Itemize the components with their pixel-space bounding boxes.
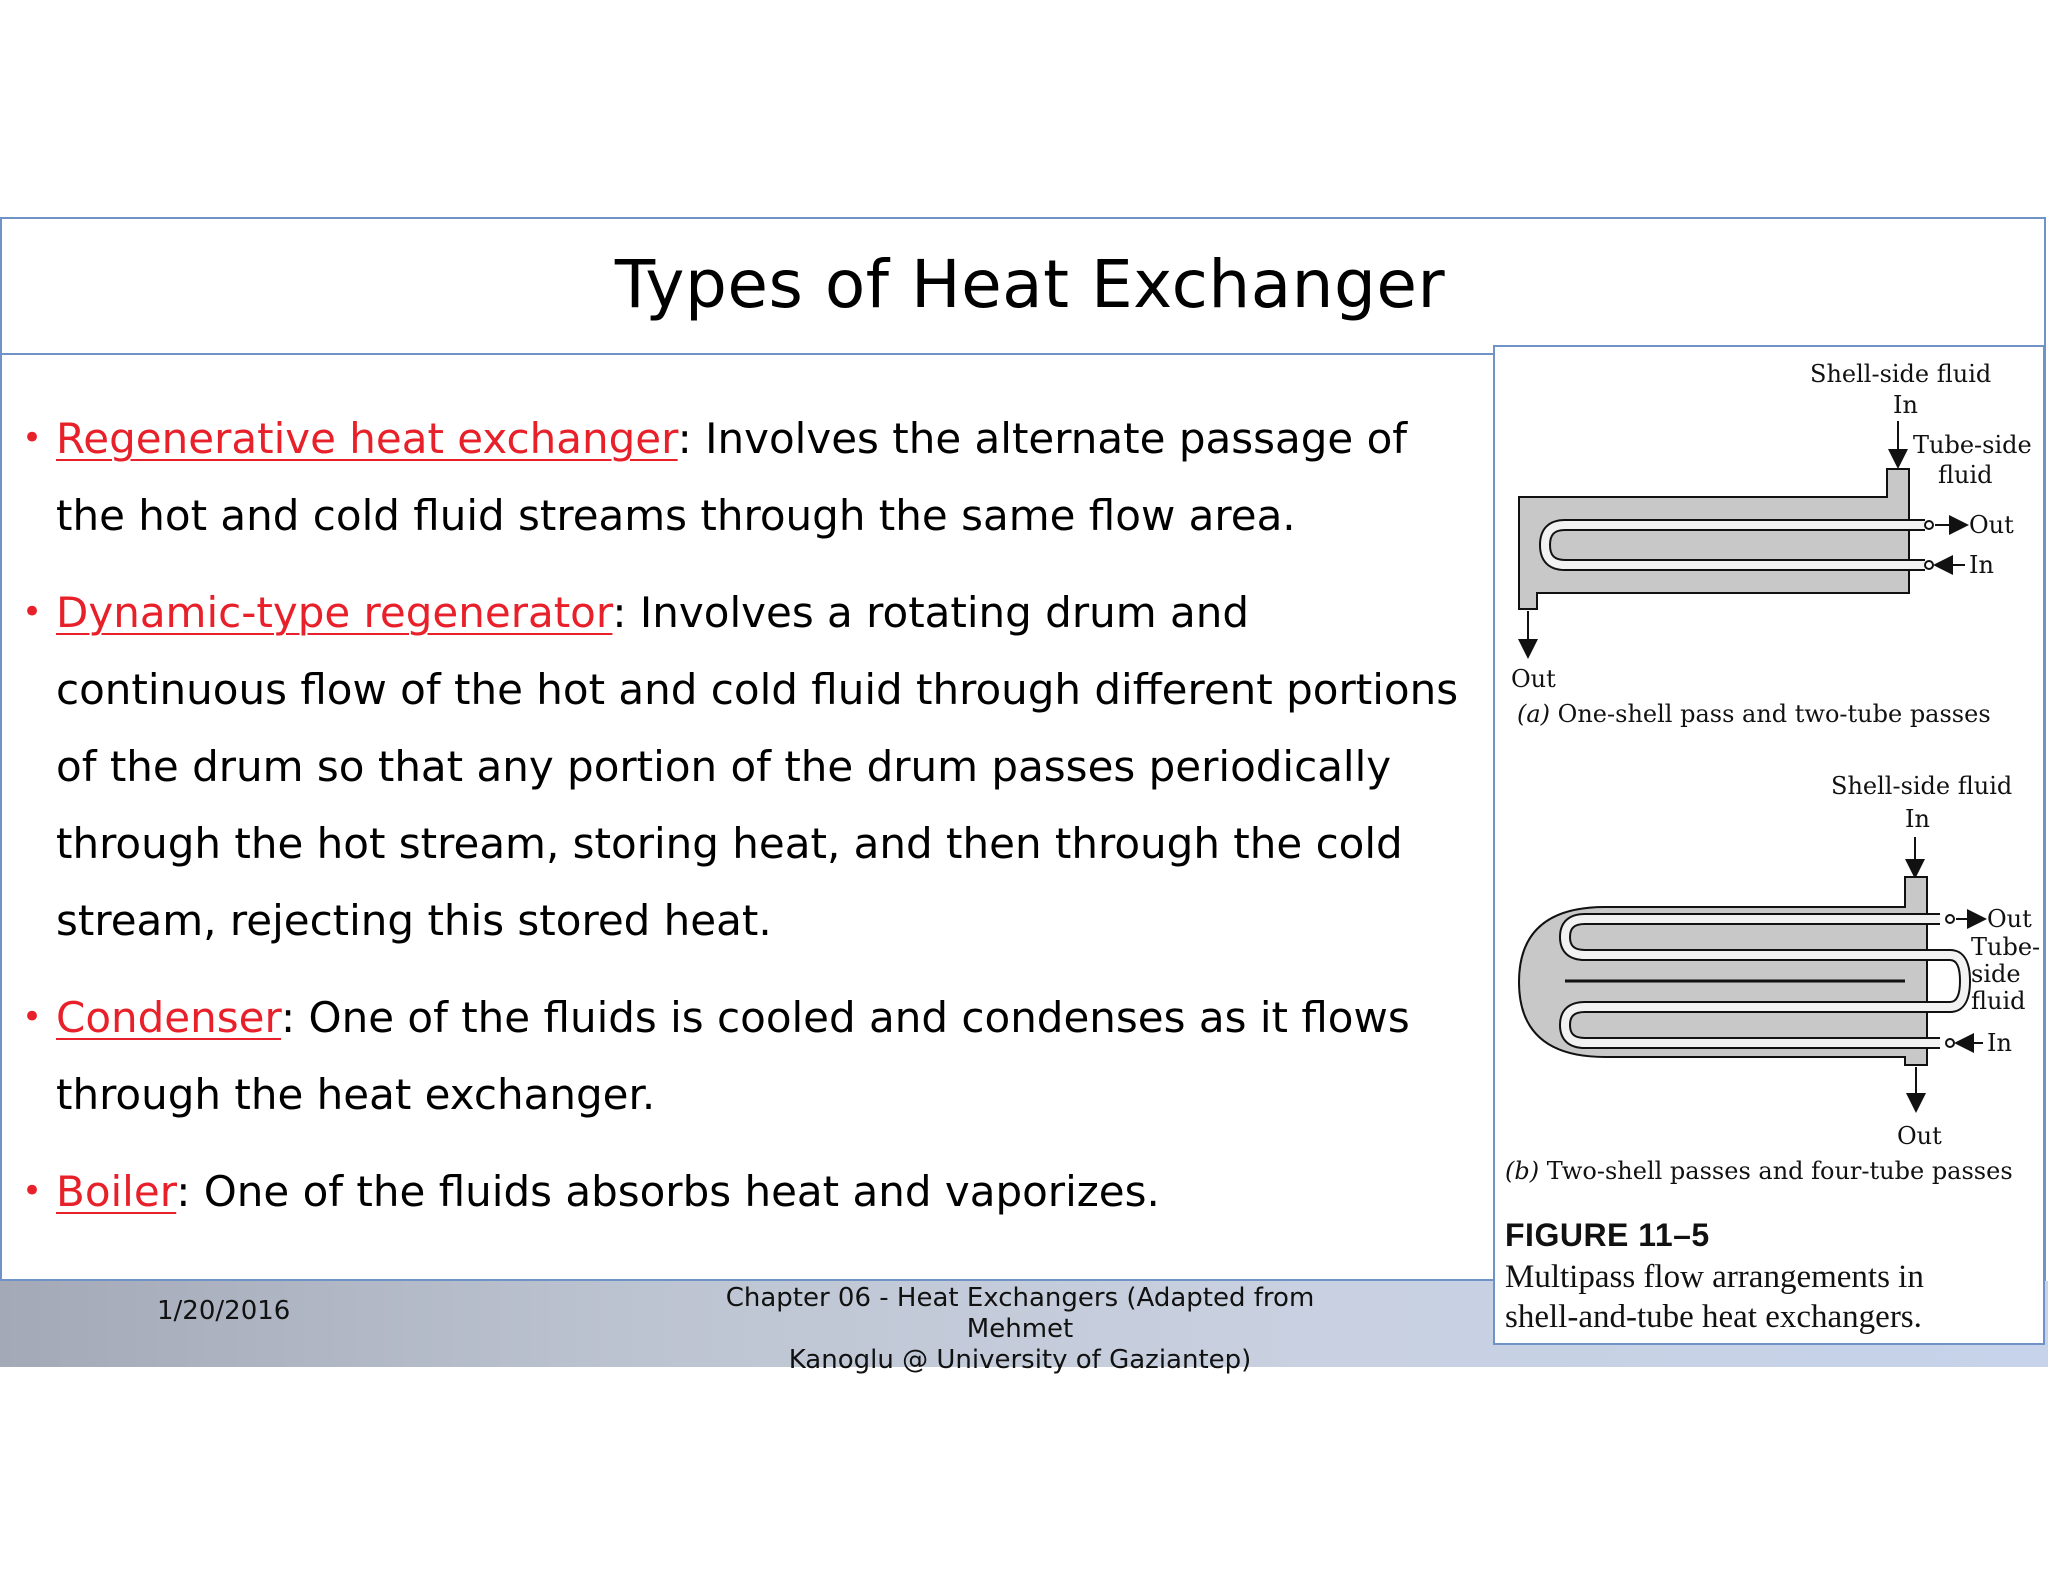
bullet-condenser — [22, 979, 1482, 1133]
b-caption: (b) Two-shell passes and four-tube passes — [1505, 1157, 2013, 1185]
figure-panel — [1493, 345, 2045, 1345]
a-tube-label-2: fluid — [1938, 461, 1993, 489]
bullet-dot-icon: • — [22, 997, 43, 1037]
footer-chapter-line2: Kanoglu @ University of Gaziantep) — [788, 1345, 1252, 1375]
title-box — [0, 217, 2046, 355]
bullet-list — [22, 400, 1482, 1250]
bullet-dot-icon: • — [22, 1171, 43, 1211]
bullet-text: : Involves the alternate passage of the hot and cold fluid streams through the same flow area. — [56, 414, 1408, 540]
a-shell-label: Shell-side fluid — [1810, 360, 1992, 388]
b-tube-in: In — [1987, 1029, 2012, 1057]
figure-caption-line1: Multipass flow arrangements in — [1505, 1259, 1924, 1295]
page-title: Types of Heat Exchanger — [614, 245, 1446, 323]
bullet-dot-icon: • — [22, 592, 43, 632]
b-tube-label-3: fluid — [1971, 987, 2026, 1015]
term-dynamic[interactable]: Dynamic-type regenerator — [56, 588, 613, 637]
bullet-dot-icon: • — [22, 418, 43, 458]
heat-exchanger-diagram — [1495, 347, 2047, 1347]
b-tube-label-1: Tube- — [1971, 933, 2041, 961]
term-boiler[interactable]: Boiler — [56, 1167, 177, 1216]
a-caption: (a) One-shell pass and two-tube passes — [1517, 700, 1991, 728]
bullet-regenerative — [22, 400, 1482, 554]
a-shell — [1519, 469, 1909, 609]
b-tube-in-port — [1946, 1039, 1954, 1047]
b-shell-label: Shell-side fluid — [1831, 772, 2013, 800]
b-shell-in: In — [1905, 805, 1930, 833]
diagram-a — [1511, 360, 2032, 728]
footer-date: 1/20/2016 — [157, 1296, 291, 1326]
b-tube-label-2: side — [1971, 960, 2021, 988]
bullet-boiler — [22, 1153, 1482, 1230]
term-condenser[interactable]: Condenser — [56, 993, 282, 1042]
bullet-text: : One of the fluids absorbs heat and vaporizes. — [176, 1167, 1160, 1216]
footer-chapter-line1: Chapter 06 - Heat Exchangers (Adapted from Mehmet — [725, 1283, 1315, 1344]
b-tube-out-port — [1946, 915, 1954, 923]
a-tube-label-1: Tube-side — [1913, 431, 2032, 459]
b-shell-out: Out — [1897, 1122, 1942, 1150]
a-tube-out: Out — [1969, 511, 2014, 539]
a-tube-in: In — [1969, 551, 1994, 579]
figure-caption — [1505, 1257, 2045, 1337]
b-tube-out: Out — [1987, 905, 2032, 933]
figure-heading: FIGURE 11–5 — [1505, 1217, 1710, 1253]
bullet-text: : Involves a rotating drum and continuous flow of the hot and cold fluid through different portions of the drum so that any portion of the drum passes periodically through the hot stream, storing heat, and then through the cold stream, rejecting this stored heat. — [56, 588, 1459, 945]
a-shell-in: In — [1893, 391, 1918, 419]
a-tube-in-port — [1925, 561, 1933, 569]
term-regenerative[interactable]: Regenerative heat exchanger — [56, 414, 678, 463]
footer-chapter — [680, 1283, 1360, 1376]
bullet-dynamic — [22, 574, 1482, 959]
figure-caption-line2: shell-and-tube heat exchangers. — [1505, 1299, 1922, 1335]
bullet-text: : One of the fluids is cooled and condenses as it flows through the heat exchanger. — [56, 993, 1410, 1119]
diagram-b — [1505, 772, 2040, 1185]
a-shell-out: Out — [1511, 665, 1556, 693]
a-tube-out-port — [1925, 521, 1933, 529]
